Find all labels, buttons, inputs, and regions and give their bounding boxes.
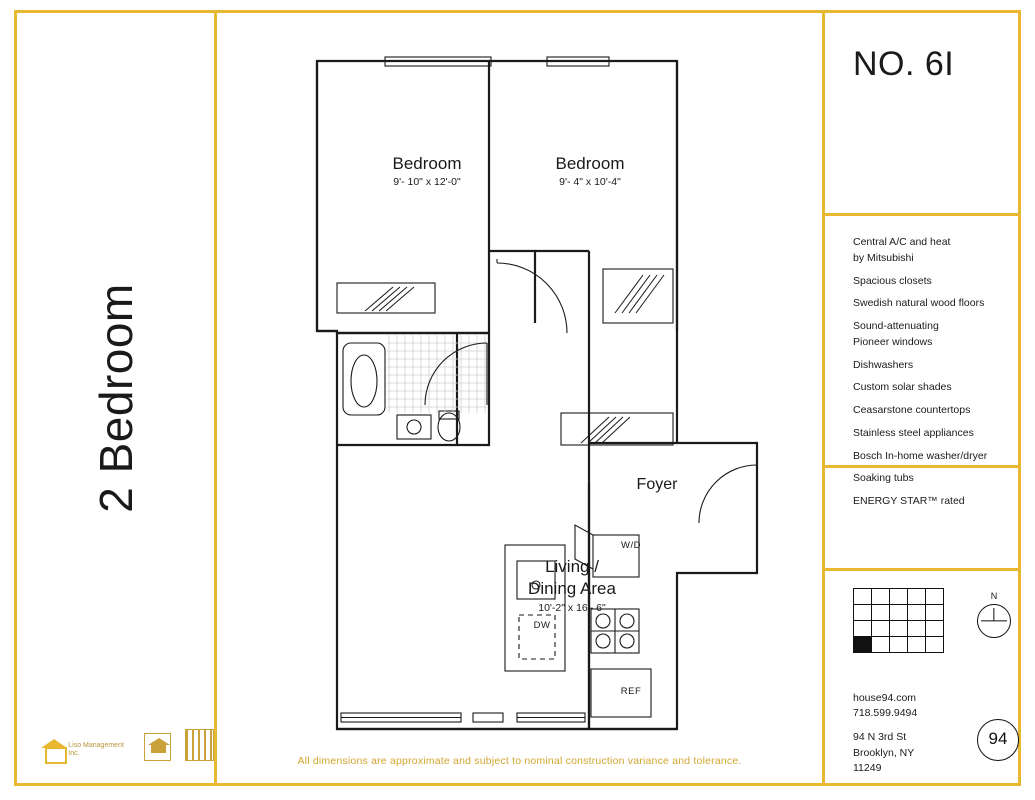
address-line-3: 11249: [853, 761, 882, 774]
key-cell: [926, 637, 944, 653]
bedroom-2-name: Bedroom: [555, 154, 625, 173]
key-cell: [872, 589, 890, 605]
feature-item: Soaking tubs: [853, 472, 914, 485]
key-cell: [908, 605, 926, 621]
feature-line: Pioneer windows: [853, 335, 933, 348]
key-cell: [926, 589, 944, 605]
compass-icon: [965, 591, 1023, 638]
feature-line: Central A/C and heat: [853, 236, 951, 248]
feature-item: ENERGY STAR™ rated: [853, 495, 965, 507]
room-label-bedroom-2: [505, 153, 675, 189]
page-title: 2 Bedroom: [89, 283, 142, 513]
feature-item: Custom solar shades: [853, 381, 952, 394]
equal-housing-opportunity-icon: [144, 733, 171, 761]
refrigerator-label: REF: [620, 686, 642, 697]
feature-item: [853, 235, 1006, 267]
room-label-bedroom-1: [337, 153, 517, 189]
address-line-2: Brooklyn, NY: [853, 746, 915, 759]
key-cell-highlighted: [854, 637, 872, 653]
key-plan-grid: [853, 588, 944, 653]
key-cell: [890, 637, 908, 653]
key-cell: [854, 621, 872, 637]
room-label-living-dining: [487, 556, 657, 615]
feature-line: Sound-attenuating: [853, 320, 939, 332]
address-line-1: 94 N 3rd St: [853, 731, 907, 744]
key-cell: [854, 589, 872, 605]
logo-strip: [41, 729, 214, 761]
key-cell: [872, 621, 890, 637]
phone-number[interactable]: 718.599.9494: [853, 707, 918, 720]
bedroom-1-dimensions: 9'- 10" x 12'-0": [393, 176, 461, 189]
feature-item: Stainless steel appliances: [853, 426, 974, 439]
info-panel: [825, 13, 1018, 783]
key-cell: [926, 605, 944, 621]
key-cell: [872, 637, 890, 653]
key-cell: [890, 589, 908, 605]
living-dimensions: 10'-2" x 16'- 6": [538, 601, 606, 614]
key-cell: [908, 589, 926, 605]
room-label-foyer: [602, 475, 712, 495]
living-name-line-2: Dining Area: [528, 578, 616, 598]
foyer-name: Foyer: [636, 476, 678, 493]
website-link[interactable]: house94.com: [853, 692, 917, 704]
compass-north-label: N: [990, 591, 998, 601]
house-logo-icon: [41, 739, 64, 761]
unit-number: NO. 6I: [853, 45, 955, 83]
feature-item: Ceasarstone countertops: [853, 404, 971, 416]
key-plan-diagram: [853, 588, 944, 653]
key-cell: [908, 621, 926, 637]
contact-block: [853, 691, 917, 776]
dishwasher-label: DW: [533, 620, 551, 631]
key-cell: [908, 637, 926, 653]
living-name-line-1: Living /: [545, 557, 599, 576]
feature-item: Spacious closets: [853, 274, 932, 287]
floor-plan-drawing: [217, 13, 822, 789]
disclaimer-text: All dimensions are approximate and subject to nominal construction variance and tolerance.: [297, 755, 742, 767]
feature-item: Swedish natural wood floors: [853, 297, 985, 310]
plan-svg: [217, 13, 822, 789]
washer-dryer-label: W/D: [621, 540, 641, 551]
management-logo-label: Liso Management Inc.: [68, 741, 124, 757]
hpd-logo-icon: [185, 729, 214, 761]
feature-item: Dishwashers: [853, 358, 914, 371]
key-cell: [926, 621, 944, 637]
bedroom-1-name: Bedroom: [392, 154, 462, 173]
key-cell: [854, 605, 872, 621]
key-cell: [890, 605, 908, 621]
floor-plan-sheet: [14, 10, 1021, 786]
features-list: [853, 235, 1006, 517]
bedroom-2-dimensions: 9'- 4" x 10'-4": [559, 176, 621, 189]
brand-logo-94: 94: [977, 719, 1019, 761]
key-cell: [872, 605, 890, 621]
feature-line: by Mitsubishi: [853, 251, 914, 264]
feature-item: Bosch In-home washer/dryer: [853, 449, 988, 462]
left-title-panel: [17, 13, 214, 783]
compass-dial: [977, 604, 1011, 638]
key-cell: [890, 621, 908, 637]
feature-item: [853, 319, 1006, 351]
